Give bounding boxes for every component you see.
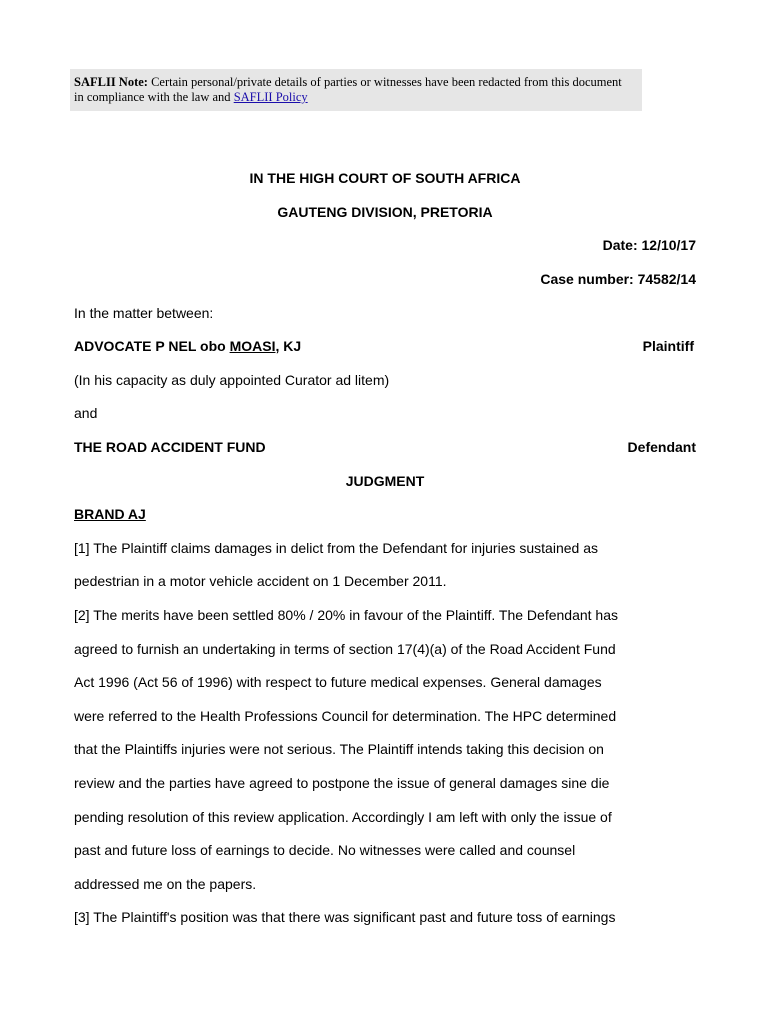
plaintiff-name bbox=[74, 338, 301, 354]
defendant-name: THE ROAD ACCIDENT FUND bbox=[74, 439, 266, 455]
body-line: agreed to furnish an undertaking in terms of section 17(4)(a) of the Road Accident Fund bbox=[74, 641, 616, 657]
body-line: past and future loss of earnings to decide. No witnesses were called and counsel bbox=[74, 842, 576, 858]
plaintiff-suffix: , KJ bbox=[275, 338, 302, 354]
judgment-date: Date: 12/10/17 bbox=[602, 237, 696, 253]
body-line: that the Plaintiffs injuries were not serious. The Plaintiff intends taking this decision on bbox=[74, 741, 604, 757]
court-name: IN THE HIGH COURT OF SOUTH AFRICA bbox=[249, 170, 521, 186]
judge-name: BRAND AJ bbox=[74, 506, 146, 522]
body-line: [1] The Plaintiff claims damages in delict from the Defendant for injuries sustained as bbox=[74, 540, 598, 556]
saflii-note-text-2: in compliance with the law and bbox=[74, 90, 231, 104]
body-line: review and the parties have agreed to postpone the issue of general damages sine die bbox=[74, 775, 610, 791]
saflii-note bbox=[70, 69, 642, 111]
plaintiff-surname: MOASI bbox=[229, 338, 276, 354]
body-line: pedestrian in a motor vehicle accident on 1 December 2011. bbox=[74, 573, 447, 589]
saflii-policy-link[interactable]: SAFLII Policy bbox=[233, 90, 308, 104]
defendant-role: Defendant bbox=[627, 439, 696, 455]
body-line: Act 1996 (Act 56 of 1996) with respect to future medical expenses. General damages bbox=[74, 674, 602, 690]
body-line: [3] The Plaintiff's position was that there was significant past and future toss of earnings bbox=[74, 909, 616, 925]
body-line: were referred to the Health Professions Council for determination. The HPC determined bbox=[74, 708, 617, 724]
court-division: GAUTENG DIVISION, PRETORIA bbox=[277, 204, 493, 220]
saflii-note-text: Certain personal/private details of parties or witnesses have been redacted from this document bbox=[151, 75, 622, 89]
plaintiff-capacity: (In his capacity as duly appointed Curator ad litem) bbox=[74, 372, 390, 388]
judgment-heading: JUDGMENT bbox=[345, 473, 425, 489]
saflii-note-label: SAFLII Note: bbox=[74, 75, 148, 89]
saflii-note-line1 bbox=[74, 75, 638, 90]
and-text: and bbox=[74, 405, 98, 421]
body-line: addressed me on the papers. bbox=[74, 876, 257, 892]
body-line: [2] The merits have been settled 80% / 20% in favour of the Plaintiff. The Defendant has bbox=[74, 607, 619, 623]
plaintiff-prefix: ADVOCATE P NEL obo bbox=[74, 338, 230, 354]
plaintiff-role: Plaintiff bbox=[642, 338, 694, 354]
matter-intro: In the matter between: bbox=[74, 305, 214, 321]
saflii-note-line2 bbox=[74, 90, 638, 105]
body-line: pending resolution of this review application. Accordingly I am left with only the issue of bbox=[74, 809, 612, 825]
case-number: Case number: 74582/14 bbox=[540, 271, 696, 287]
